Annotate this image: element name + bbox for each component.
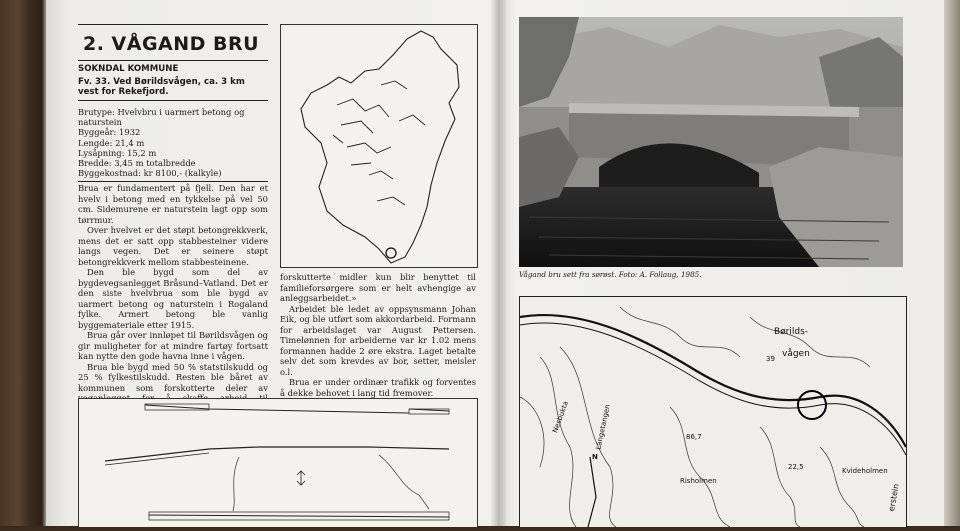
fact-span: Lysåpning: 15,2 m xyxy=(78,147,157,158)
paragraph: Brua går over innløpet til Børildsvågen og gir muligheter for at mindre fartøy fortsatt kan nytte den gode havna inne i vågen. xyxy=(78,330,268,361)
map-elevation: 86,7 xyxy=(686,433,702,441)
fact-length: Lengde: 21,4 m xyxy=(78,137,145,148)
map-label: erstein xyxy=(887,483,901,512)
map-label: Kvideholmen xyxy=(842,467,888,475)
topographic-map xyxy=(519,296,907,527)
title-rule-top xyxy=(78,24,268,25)
north-arrow-label: N xyxy=(592,453,598,461)
fact-cost: Byggekostnad: kr 8100,- (kalkyle) xyxy=(78,168,222,179)
paragraph: Over hvelvet er det støpt betongrekkverk, mens det er satt opp stabbesteiner videre langs vegen. Det er seinere støpt betongrekkverk mellom stabbesteinene. xyxy=(78,225,268,267)
paragraph: Den ble bygd som del av bygdevegsanlegget Bråsund–Vatland. Det er den siste hvelvbrua som ble bygd av uarmert betong og naturstein i Rogaland fylke. Armert betong ble vanlig byggemateriale etter 1915. xyxy=(78,267,268,330)
bridge-facts xyxy=(78,107,268,178)
paragraph: Brua er fundamentert på fjell. Den har et hvelv i betong med en tykkelse på vel 50 cm. Sidemurene er naturstein lagt opp som tørrmur. xyxy=(78,183,268,225)
title-rule-bottom xyxy=(78,60,268,61)
fact-type: Brutype: Hvelvbru i uarmert betong og naturstein xyxy=(78,107,245,128)
municipality-heading: SOKNDAL KOMMUNE xyxy=(78,64,179,74)
paragraph: Brua ble bygd med 50 % statstilskudd og 25 % fylkestilskudd. Resten ble båret av kommunen som forskotterte deler av xyxy=(78,361,268,393)
map-label: vågen xyxy=(782,349,810,359)
facts-rule xyxy=(78,100,268,101)
map-elevation: 22,5 xyxy=(788,463,804,471)
coastline-map xyxy=(281,25,477,267)
map-label: Risholmen xyxy=(680,477,717,485)
location-map xyxy=(280,24,478,268)
map-label: Nesbukta xyxy=(551,400,571,434)
location-heading: Fv. 33. Ved Børildsvågen, ca. 3 km vest for Rekefjord. xyxy=(78,77,245,97)
page-title: 2. VÅGAND BRU xyxy=(83,33,260,55)
map-label: Langetangen xyxy=(594,403,612,451)
bridge-drawing xyxy=(78,398,478,527)
paragraph: forskutterte midler kun blir benyttet til familieforsørgere som er helt avhengige av anleggsarbeidet.» xyxy=(280,272,476,303)
map-elevation: 39 xyxy=(766,355,775,363)
paragraph: Brua er under ordinær trafikk og forventes å dekke behovet i lang tid fremover. xyxy=(280,377,476,398)
body-column-2 xyxy=(280,272,476,398)
fact-width: Bredde: 3,45 m totalbredde xyxy=(78,158,196,169)
fact-year: Byggeår: 1932 xyxy=(78,127,141,138)
map-label: Børilds- xyxy=(774,327,809,337)
elevation-drawing xyxy=(79,399,477,527)
topo-lines xyxy=(520,297,906,527)
page-edge xyxy=(944,0,960,526)
paragraph: Arbeidet ble ledet av oppsynsmann Johan Eik, og ble utført som akkordarbeid. Formann for arbeidslaget var August Pettersen. Timelønnen for arbeiderne var kr 1.02 mens formannen hadde 2 øre ekstra. Laget betalte selv det som krevdes av bor, setter, meisler o.l. xyxy=(280,303,476,377)
body-column-1 xyxy=(78,183,268,414)
book-gutter xyxy=(490,0,506,526)
photo-illustration xyxy=(519,17,903,267)
title-block xyxy=(78,24,268,182)
bridge-photo xyxy=(519,17,903,267)
photo-caption: Vågand bru sett fra sørøst. Foto: A. Follaug, 1985. xyxy=(519,270,702,279)
